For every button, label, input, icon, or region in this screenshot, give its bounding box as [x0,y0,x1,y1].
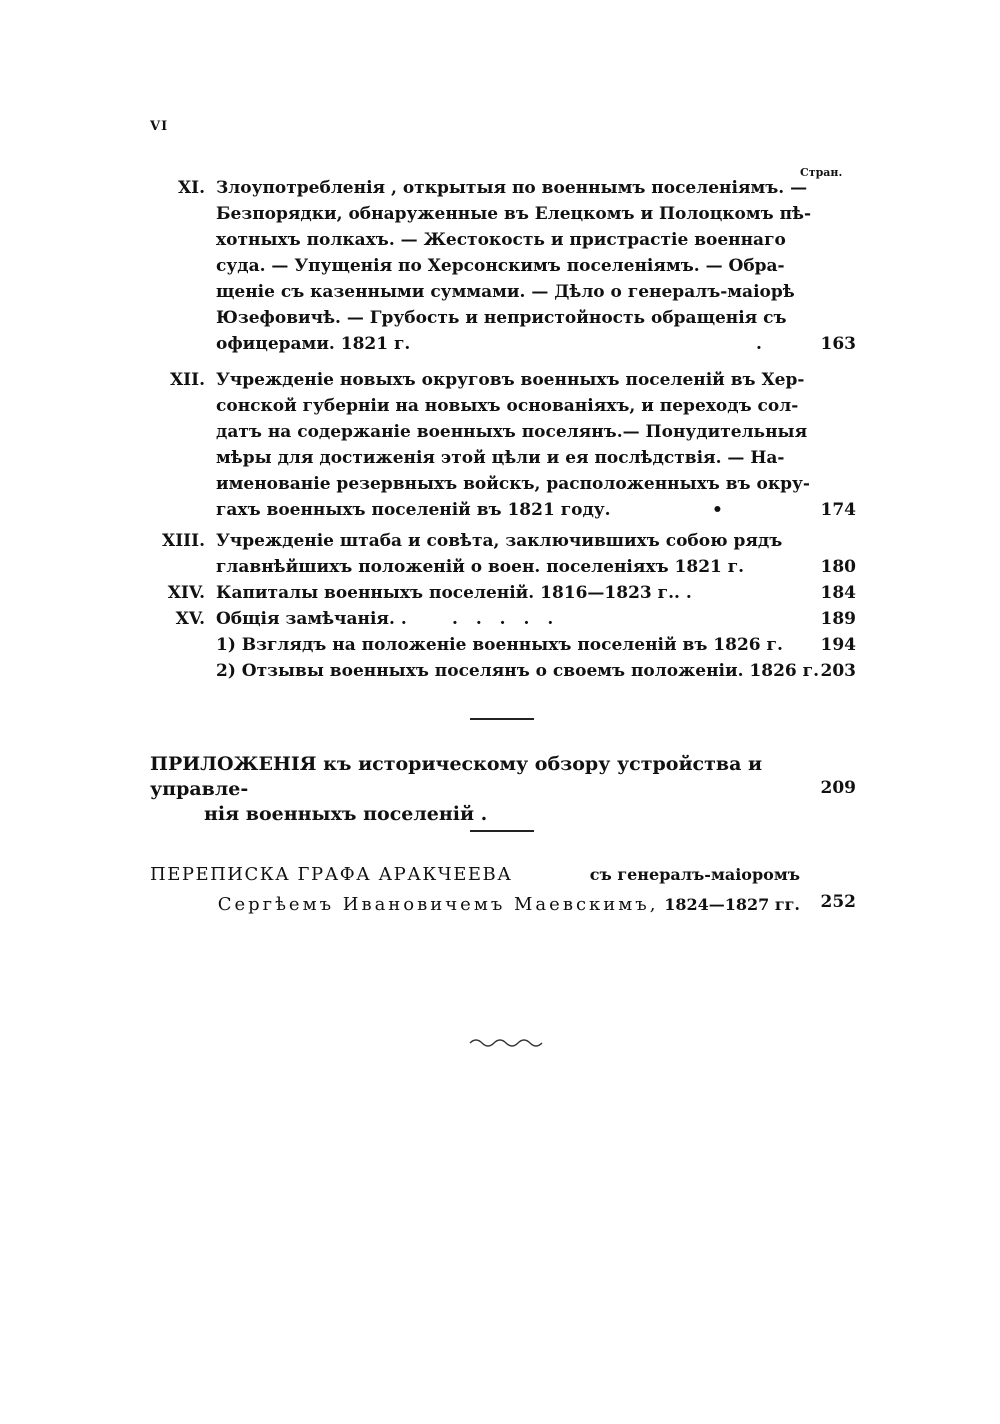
correspondence-line [150,860,800,890]
entry-page-number: 203 [820,661,856,681]
correspondence-page-number: 252 [820,892,856,912]
entry-text [216,367,810,523]
correspondence-recipient-name: Сергѣемъ Ивановичемъ Маевскимъ, [217,894,659,915]
separator-rule [470,718,534,720]
entry-number: XII. [169,370,205,390]
entry-text [216,528,791,580]
entry-number: XIII. [162,531,205,551]
entry-page-number: 163 [820,334,856,354]
appendix-page-number: 209 [820,778,856,798]
entry-line: 2) Отзывы военныхъ поселянъ о своемъ положеніи. 1826 г. [216,661,819,681]
entry-text [216,606,791,632]
entry-leader: • [712,500,723,520]
entry-line [216,606,791,632]
correspondence-years: 1824—1827 гг. [664,895,800,914]
correspondence-recipient-rank: съ генералъ-маіоромъ [589,865,800,884]
correspondence-line [150,890,800,920]
entry-line [216,497,791,523]
correspondence-title: ПЕРЕПИСКА ГРАФА АРАКЧЕЕВА [150,864,513,885]
entry-page-number: 189 [820,609,856,629]
appendix-line: нія военныхъ поселеній . [204,803,488,825]
separator-rule [470,830,534,832]
entry-line: Учрежденіе штаба и совѣта, заключившихъ собою рядъ [216,531,783,551]
entry-text [216,632,791,658]
entry-number: XIV. [167,583,205,603]
page-folio: VI [150,119,169,134]
entry-line: главнѣйшихъ положеній о воен. поселеніяхъ 1821 г. [216,557,745,577]
entry-line: датъ на содержаніе военныхъ поселянъ.— Понудительныя [216,422,808,442]
entry-text [216,658,819,684]
entry-line: суда. — Упущенія по Херсонскимъ поселеніямъ. — Обра- [216,256,785,276]
correspondence-entry [150,860,800,920]
entry-text [216,580,791,606]
tailpiece-ornament [468,1035,544,1049]
entry-line: Безпорядки, обнаруженные въ Елецкомъ и Полоцкомъ пѣ- [216,204,812,224]
entry-line: Капиталы военныхъ поселеній. 1816—1823 г.. . [216,583,692,603]
entry-line: Злоупотребленія , открытыя по военнымъ поселеніямъ. — [216,178,808,198]
entry-page-number: 194 [820,635,856,655]
entry-line-text: офицерами. 1821 г. [216,334,411,354]
entry-number: XV. [175,609,205,629]
entry-line-text: гахъ военныхъ поселеній въ 1821 году. [216,500,611,520]
appendix-line: ПРИЛОЖЕНІЯ къ историческому обзору устройства и управле- [150,753,763,800]
entry-number: XI. [177,178,205,198]
entry-line: хотныхъ полкахъ. — Жестокость и пристрастіе военнаго [216,230,786,250]
entry-line: Юзефовичѣ. — Грубость и непристойность обращенія съ [216,308,787,328]
entry-line [216,331,791,357]
entry-line: щеніе съ казенными суммами. — Дѣло о генералъ-маіорѣ [216,282,795,302]
entry-page-number: 174 [820,500,856,520]
entry-line: сонской губерніи на новыхъ основаніяхъ, и переходъ сол- [216,396,799,416]
entry-leader: . . . . . [452,609,560,629]
entry-line: мѣры для достиженія этой цѣли и ея послѣдствія. — На- [216,448,785,468]
entry-page-number: 180 [820,557,856,577]
entry-text [216,175,812,357]
entry-page-number: 184 [820,583,856,603]
entry-line-text: Общія замѣчанія. . [216,609,407,629]
appendix-entry [150,752,800,827]
entry-line: именованіе резервныхъ войскъ, расположенныхъ въ окру- [216,474,810,494]
entry-line: 1) Взглядъ на положеніе военныхъ поселеній въ 1826 г. [216,635,783,655]
page-column-heading: Стран. [800,166,843,179]
entry-line: Учрежденіе новыхъ округовъ военныхъ поселеній въ Хер- [216,370,805,390]
entry-leader: . [756,334,762,354]
